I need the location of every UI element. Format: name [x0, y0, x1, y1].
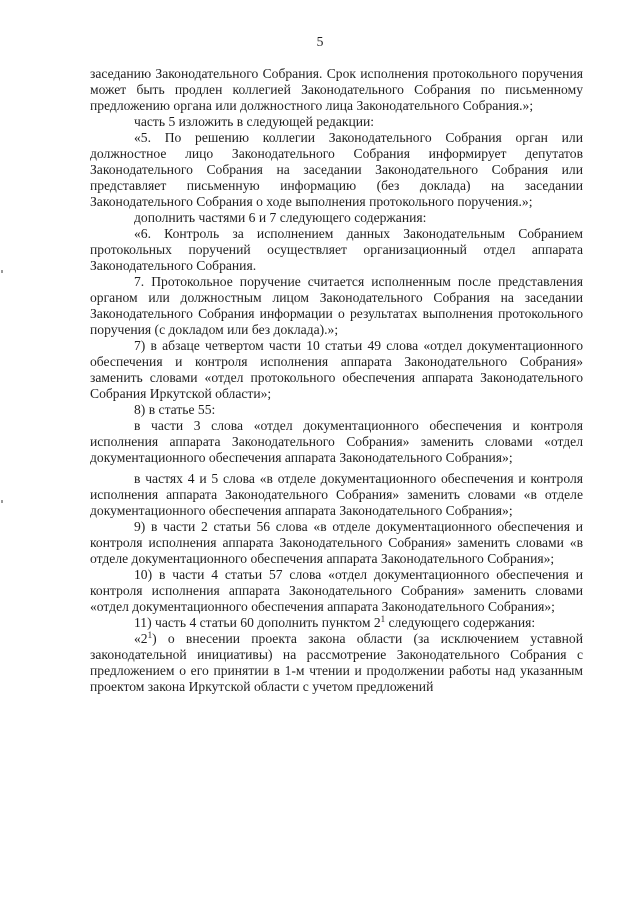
paragraph-text: «2: [134, 631, 148, 646]
paragraph: часть 5 изложить в следующей редакции:: [134, 114, 375, 129]
paragraph: [90, 631, 583, 695]
paragraph: 9) в части 2 статьи 56 слова «в отделе документационного обеспечения и контроля исполнения аппарата Законодательного Собрания» заменить словами «в отделе документационного обеспечения аппарата Законодательного Собрания»;: [90, 519, 583, 566]
paragraph: 7) в абзаце четвертом части 10 статьи 49 слова «отдел документационного обеспечения и контроля исполнения аппарата Законодательного Собрания» заменить словами «отдел протокольного обеспечения аппарата Законодательного Собрания Иркутской области»;: [90, 338, 583, 401]
paragraph: дополнить частями 6 и 7 следующего содержания:: [134, 210, 427, 225]
scan-mark: [1, 500, 3, 503]
paragraph: заседанию Законодательного Собрания. Срок исполнения протокольного поручения может быть продлен коллегией Законодательного Собрания по письменному предложению органа или должностного лица Законодательного Собрания.»;: [90, 66, 583, 113]
paragraph: 10) в части 4 статьи 57 слова «отдел документационного обеспечения и контроля исполнения аппарата Законодательного Собрания» заменить словами «отдел документационного обеспечения аппарата Законодательного Собрания»;: [90, 567, 583, 614]
scan-mark: [1, 270, 3, 273]
paragraph: в части 3 слова «отдел документационного обеспечения и контроля исполнения аппарата Законодательного Собрания» заменить словами «отдел документационного обеспечения аппарата Законодательного Собрания»;: [90, 418, 583, 465]
paragraph: «5. По решению коллегии Законодательного Собрания орган или должностное лицо Законодательного Собрания информирует депутатов Законодательного Собрания на заседании Законодательного Собрания или представляет письменную информацию (без доклада) на заседании Законодательного Собрания о ходе выполнения протокольного поручения.»;: [90, 130, 583, 209]
paragraph: «6. Контроль за исполнением данных Законодательным Собранием протокольных поручений осуществляет организационный отдел аппарата Законодательного Собрания.: [90, 226, 583, 273]
paragraph-text: ) о внесении проекта закона области (за исключением уставной законодательной инициативы) на рассмотрение Законодательного Собрания с предложением о его принятии в 1-м чтении и продолжении работы над указанным проектом закона Иркутской области с учетом предложений: [90, 631, 583, 694]
superscript: 1: [380, 614, 386, 624]
superscript: 1: [147, 630, 153, 640]
paragraph: [90, 615, 583, 631]
paragraph-text: 11) часть 4 статьи 60 дополнить пунктом 2: [134, 615, 381, 630]
paragraph: в частях 4 и 5 слова «в отделе документационного обеспечения и контроля исполнения аппарата Законодательного Собрания» заменить словами «в отделе документационного обеспечения аппарата Законодательного Собрания»;: [90, 471, 583, 518]
document-body: [90, 66, 583, 695]
paragraph: 7. Протокольное поручение считается исполненным после представления органом или должностным лицом Законодательного Собрания на заседании Законодательного Собрания информации о результатах выполнения протокольного поручения (с докладом или без доклада).»;: [90, 274, 583, 337]
page-number: 5: [316, 34, 324, 49]
paragraph-text: следующего содержания:: [385, 615, 536, 630]
paragraph: 8) в статье 55:: [134, 402, 216, 417]
